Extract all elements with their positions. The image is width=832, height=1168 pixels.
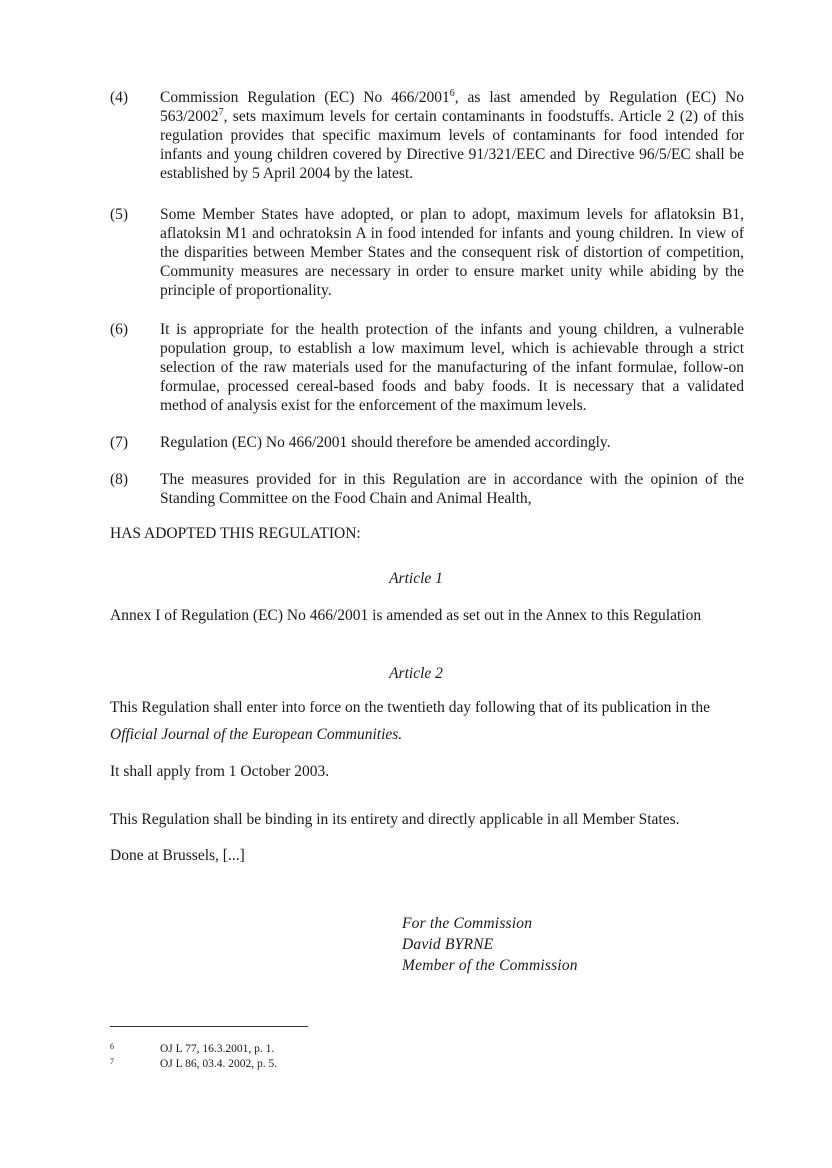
signature-line-1: For the Commission (402, 915, 533, 932)
application-date: It shall apply from 1 October 2003. (110, 763, 330, 780)
recital-number: (5) (110, 206, 129, 223)
recital-number: (4) (110, 89, 129, 106)
article-1-text: Annex I of Regulation (EC) No 466/2001 is amended as set out in the Annex to this Regulation (110, 607, 702, 624)
footnote-text: OJ L 77, 16.3.2001, p. 1. (160, 1043, 275, 1055)
recital-number: (6) (110, 321, 129, 338)
footnote-text: OJ L 86, 03.4. 2002, p. 5. (160, 1058, 278, 1070)
recital-text: Regulation (EC) No 466/2001 should therefore be amended accordingly. (160, 434, 611, 451)
article-1-heading: Article 1 (389, 570, 443, 587)
recital-number: (8) (110, 471, 129, 488)
article-2-text: This Regulation shall enter into force on the twentieth day following that of its publication in the (110, 699, 711, 716)
recital-number: (7) (110, 434, 129, 451)
adopted-statement: HAS ADOPTED THIS REGULATION: (110, 525, 361, 542)
footnote-7 (110, 1057, 277, 1072)
signature-title: Member of the Commission (402, 957, 578, 974)
footnote-ref-6: 6 (449, 88, 455, 99)
article-2-heading: Article 2 (389, 665, 443, 682)
done-at: Done at Brussels, [...] (110, 847, 245, 864)
footnote-mark: 7 (110, 1057, 114, 1066)
recital-5 (110, 205, 744, 300)
recital-7 (110, 433, 744, 452)
recital-4 (110, 88, 744, 183)
footnote-6 (110, 1042, 274, 1057)
recital-6 (110, 320, 744, 415)
footnote-divider (110, 1026, 308, 1027)
binding-statement: This Regulation shall be binding in its entirety and directly applicable in all Member States. (110, 811, 680, 828)
official-journal-title: Official Journal of the European Communities. (110, 726, 403, 743)
recital-8 (110, 470, 744, 508)
footnote-mark: 6 (110, 1042, 114, 1051)
recital-text: The measures provided for in this Regulation are in accordance with the opinion of the Standing Committee on the Food Chain and Animal Health, (160, 471, 744, 507)
footnote-ref-7: 7 (218, 107, 224, 118)
recital-text: Some Member States have adopted, or plan to adopt, maximum levels for aflatoksin B1, aflatoksin M1 and ochratoksin A in food intended for infants and young children. In view of the disparities between Member States and the consequent risk of distortion of competition, Community measures are necessary in order to ensure market unity while abiding by the principle of proportionality. (160, 206, 744, 299)
recital-text: Commission Regulation (EC) No 466/2001$^6$, as last amended by Regulation (EC) No 563/2002$^7$, sets maximum levels for certain contaminants in foodstuffs. Article 2 (2) of this regulation provides that specific maximum levels of contaminants for food intended for infants and young children covered by Directive 91/321/EEC and Directive 96/5/EC shall be established by 5 April 2004 by the latest. (160, 88, 744, 182)
signature-name: David BYRNE (402, 936, 494, 953)
recital-text: It is appropriate for the health protection of the infants and young children, a vulnerable population group, to establish a low maximum level, which is achievable through a strict selection of the raw materials used for the manufacturing of the infant formulae, follow-on formulae, processed cereal-based foods and baby foods. It is necessary that a validated method of analysis exist for the enforcement of the maximum levels. (160, 321, 744, 414)
